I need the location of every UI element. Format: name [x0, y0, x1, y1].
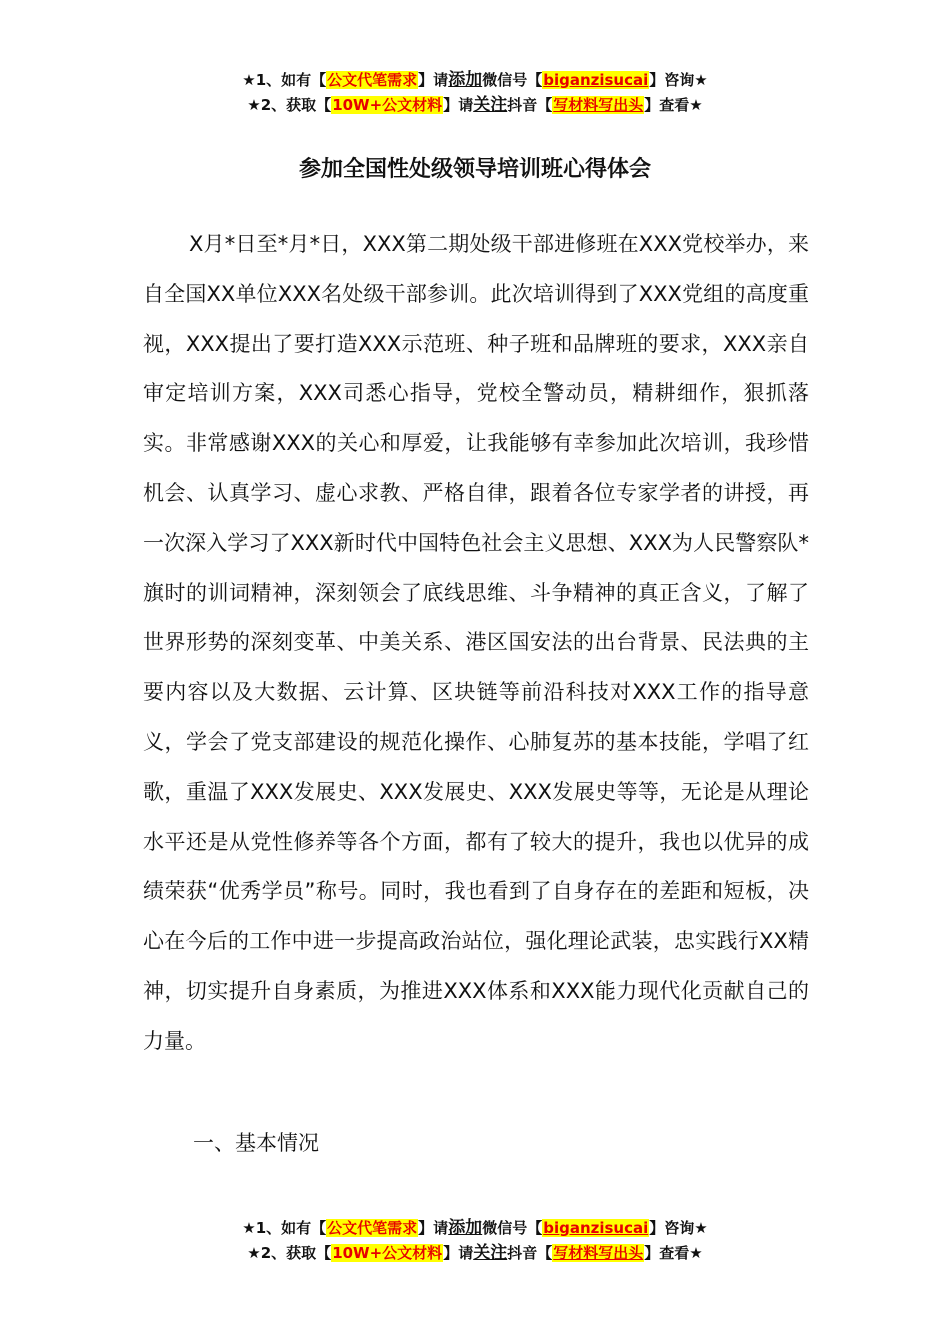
ghostwriting-highlight: 公文代笔需求: [327, 71, 418, 89]
materials-highlight: 10W+公文材料: [332, 96, 443, 114]
document-title: 参加全国性处级领导培训班心得体会: [298, 157, 651, 182]
wechat-id-link[interactable]: biganzisucai: [543, 1219, 649, 1237]
body-paragraph: X月*日至*月*日，XXX第二期处级干部进修班在XXX党校举办，来自全国XX单位XXX名处级干部参训。此次培训得到了XXX党组的高度重视，XXX提出了要打造XXX示范班、种子班和品牌班的要求，XXX亲自审定培训方案，XXX司悉心指导，党校全警动员，精耕细作，狠抓落实。非常感谢XXX的关心和厚爱，让我能够有幸参加此次培训，我珍惜机会、认真学习、虚心求教、严格自律，跟着各位专家学者的讲授，再一次深入学习了XXX新时代中国特色社会主义思想、XXX为人民警察队*旗时的训词精神，深刻领会了底线思维、斗争精神的真正含义，了解了世界形势的深刻变革、中美关系、港区国安法的出台背景、民法典的主要内容以及大数据、云计算、区块链等前沿科技对XXX工作的指导意义，学会了党支部建设的规范化操作、心肺复苏的基本技能，学唱了红歌，重温了XXX发展史、XXX发展史、XXX发展史等等，无论是从理论水平还是从党性修养等各个方面，都有了较大的提升，我也以优异的成绩荣获“优秀学员”称号。同时，我也看到了自身存在的差距和短板，决心在今后的工作中进一步提高政治站位，强化理论武装，忠实践行XX精神，切实提升自身素质，为推进XXX体系和XXX能力现代化贡献自己的力量。: [143, 232, 809, 1053]
header-ad-banner: [0, 68, 950, 118]
wechat-id-link[interactable]: biganzisucai: [543, 71, 649, 89]
banner-line-2: ★2、获取【10W+公文材料】请关注抖音【写材料写出头】查看★: [247, 95, 703, 115]
douyin-account-link[interactable]: 写材料写出头: [553, 96, 644, 114]
footer-ad-banner: [0, 1216, 950, 1266]
materials-highlight: 10W+公文材料: [332, 1244, 443, 1262]
banner-line-2: ★2、获取【10W+公文材料】请关注抖音【写材料写出头】查看★: [247, 1243, 703, 1263]
banner-line-1: ★1、如有【公文代笔需求】请添加微信号【biganzisucai】咨询★: [242, 1218, 708, 1238]
section-heading: 一、基本情况: [193, 1131, 319, 1155]
douyin-account-link[interactable]: 写材料写出头: [553, 1244, 644, 1262]
banner-line-1: ★1、如有【公文代笔需求】请添加微信号【biganzisucai】咨询★: [242, 70, 708, 90]
ghostwriting-highlight: 公文代笔需求: [327, 1219, 418, 1237]
